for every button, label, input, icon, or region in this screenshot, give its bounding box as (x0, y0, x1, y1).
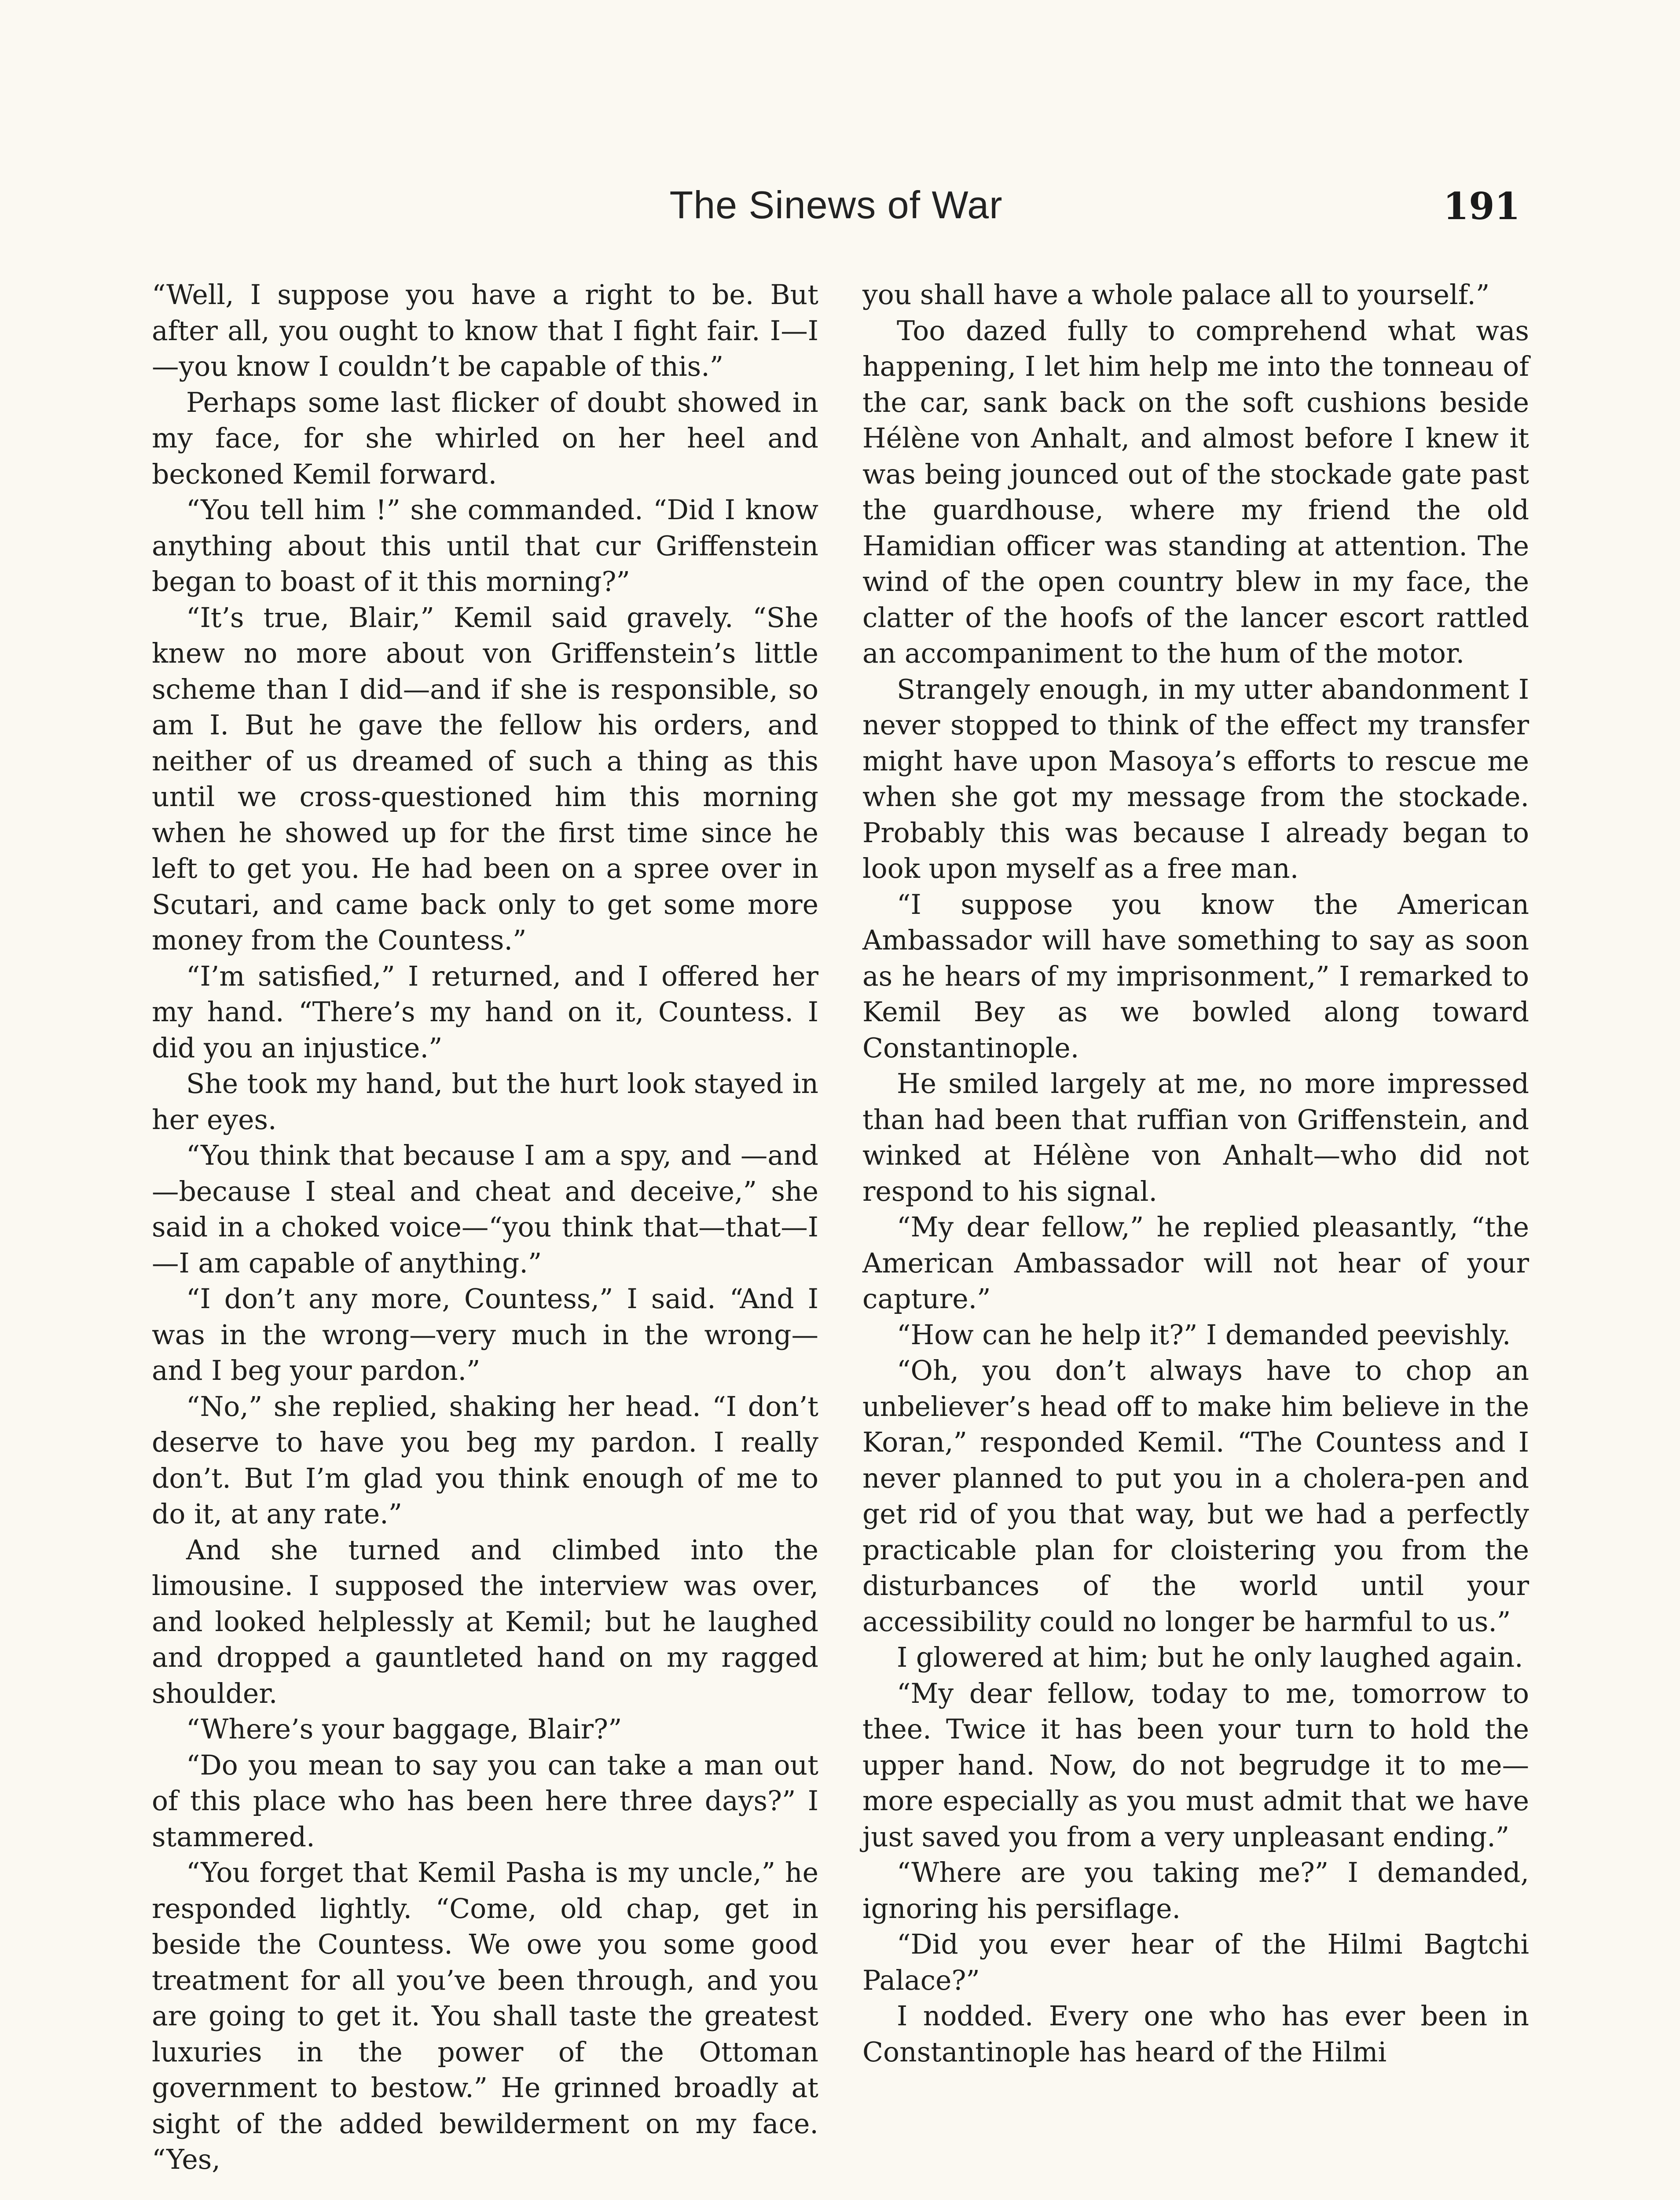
paragraph: Too dazed fully to comprehend what was happening, I let him help me into the tonneau of the car, sank back on the soft cushions beside Hélène von Anhalt, and almost before I knew it was being jounced out of the stockade gate past the guardhouse, where my friend the old Hamidian officer was standing at attention. The wind of the open country blew in my face, the clatter of the hoofs of the lancer escort rattled an accompaniment to the hum of the motor. (862, 315, 1529, 669)
page-number: 191 (1443, 184, 1520, 228)
paragraph: “You think that because I am a spy, and —and—because I steal and cheat and deceive,” she said in a choked voice—“you think that—that—I—I am capable of anything.” (152, 1140, 818, 1279)
paragraph: “Do you mean to say you can take a man out of this place who has been here three days?” I stammered. (152, 1749, 818, 1853)
paragraph: “You tell him !” she commanded. “Did I know anything about this until that cur Griffenstein began to boast of it this morning?” (152, 494, 818, 598)
paragraph: He smiled largely at me, no more impressed than had been that ruffian von Griffenstein, and winked at Hélène von Anhalt—who did not respond to his signal. (862, 1068, 1529, 1207)
paragraph: “How can he help it?” I demanded peevishly. (897, 1319, 1511, 1351)
paragraph: “My dear fellow,” he replied pleasantly, “the American Ambassador will not hear of your capture.” (862, 1211, 1529, 1315)
paragraph: I glowered at him; but he only laughed again. (897, 1642, 1523, 1673)
page-header (152, 178, 1520, 235)
paragraph: “Oh, you don’t always have to chop an unbeliever’s head off to make him believe in the Koran,” responded Kemil. “The Countess and I never planned to put you in a cholera-pen and get rid of you that way, but we had a perfectly practicable plan for cloistering you from the disturbances of the world until your accessibility could no longer be harmful to us.” (862, 1355, 1529, 1638)
running-title: The Sinews of War (669, 183, 1003, 227)
paragraph: you shall have a whole palace all to yourself.” (862, 279, 1490, 311)
paragraph: “Where are you taking me?” I demanded, ignoring his persiflage. (862, 1857, 1529, 1925)
paragraph: “I suppose you know the American Ambassador will have something to say as soon as he hears of my imprisonment,” I remarked to Kemil Bey as we bowled along toward Constantinople. (862, 888, 1529, 1064)
paragraph: “You forget that Kemil Pasha is my uncle,” he responded lightly. “Come, old chap, get in beside the Countess. We owe you some good treatment for all you’ve been through, and you are going to get it. You shall taste the greatest luxuries in the power of the Ottoman government to bestow.” He grinned broadly at sight of the added bewilderment on my face. “Yes, (152, 1857, 818, 2175)
paragraph: And she turned and climbed into the limousine. I supposed the interview was over, and looked helplessly at Kemil; but he laughed and dropped a gauntleted hand on my ragged shoulder. (152, 1534, 818, 1709)
paragraph: “Where’s your baggage, Blair?” (186, 1713, 622, 1745)
paragraph: Perhaps some last flicker of doubt showed in my face, for she whirled on her heel and beckoned Kemil forward. (152, 386, 818, 490)
right-column (862, 277, 1529, 2070)
paragraph: “I don’t any more, Countess,” I said. “And I was in the wrong—very much in the wrong—and I beg your pardon.” (152, 1283, 818, 1386)
paragraph: I nodded. Every one who has ever been in Constantinople has heard of the Hilmi (862, 2000, 1529, 2068)
paragraph: “I’m satisfied,” I returned, and I offered her my hand. “There’s my hand on it, Countess. I did you an injustice.” (152, 960, 818, 1064)
paragraph: “Well, I suppose you have a right to be. But after all, you ought to know that I fight fair. I—I—you know I couldn’t be capable of this.” (152, 279, 818, 382)
paragraph: “My dear fellow, today to me, tomorrow to thee. Twice it has been your turn to hold the upper hand. Now, do not begrudge it to me—more especially as you must admit that we have just saved you from a very unpleasant ending.” (862, 1677, 1529, 1853)
paragraph: “It’s true, Blair,” Kemil said gravely. “She knew no more about von Griffenstein’s little scheme than I did—and if she is responsible, so am I. But he gave the fellow his orders, and neither of us dreamed of such a thing as this until we cross-questioned him this morning when he showed up for the first time since he left to get you. He had been on a spree over in Scutari, and came back only to get some more money from the Countess.” (152, 601, 818, 956)
paragraph: “Did you ever hear of the Hilmi Bagtchi Palace?” (862, 1929, 1529, 1996)
paragraph: She took my hand, but the hurt look stayed in her eyes. (152, 1068, 818, 1136)
left-column (152, 277, 818, 2178)
paragraph: “No,” she replied, shaking her head. “I don’t deserve to have you beg my pardon. I really don’t. But I’m glad you think enough of me to do it, at any rate.” (152, 1390, 818, 1530)
paragraph: Strangely enough, in my utter abandonment I never stopped to think of the effect my transfer might have upon Masoya’s efforts to rescue me when she got my message from the stockade. Probably this was because I already began to look upon myself as a free man. (862, 673, 1529, 884)
